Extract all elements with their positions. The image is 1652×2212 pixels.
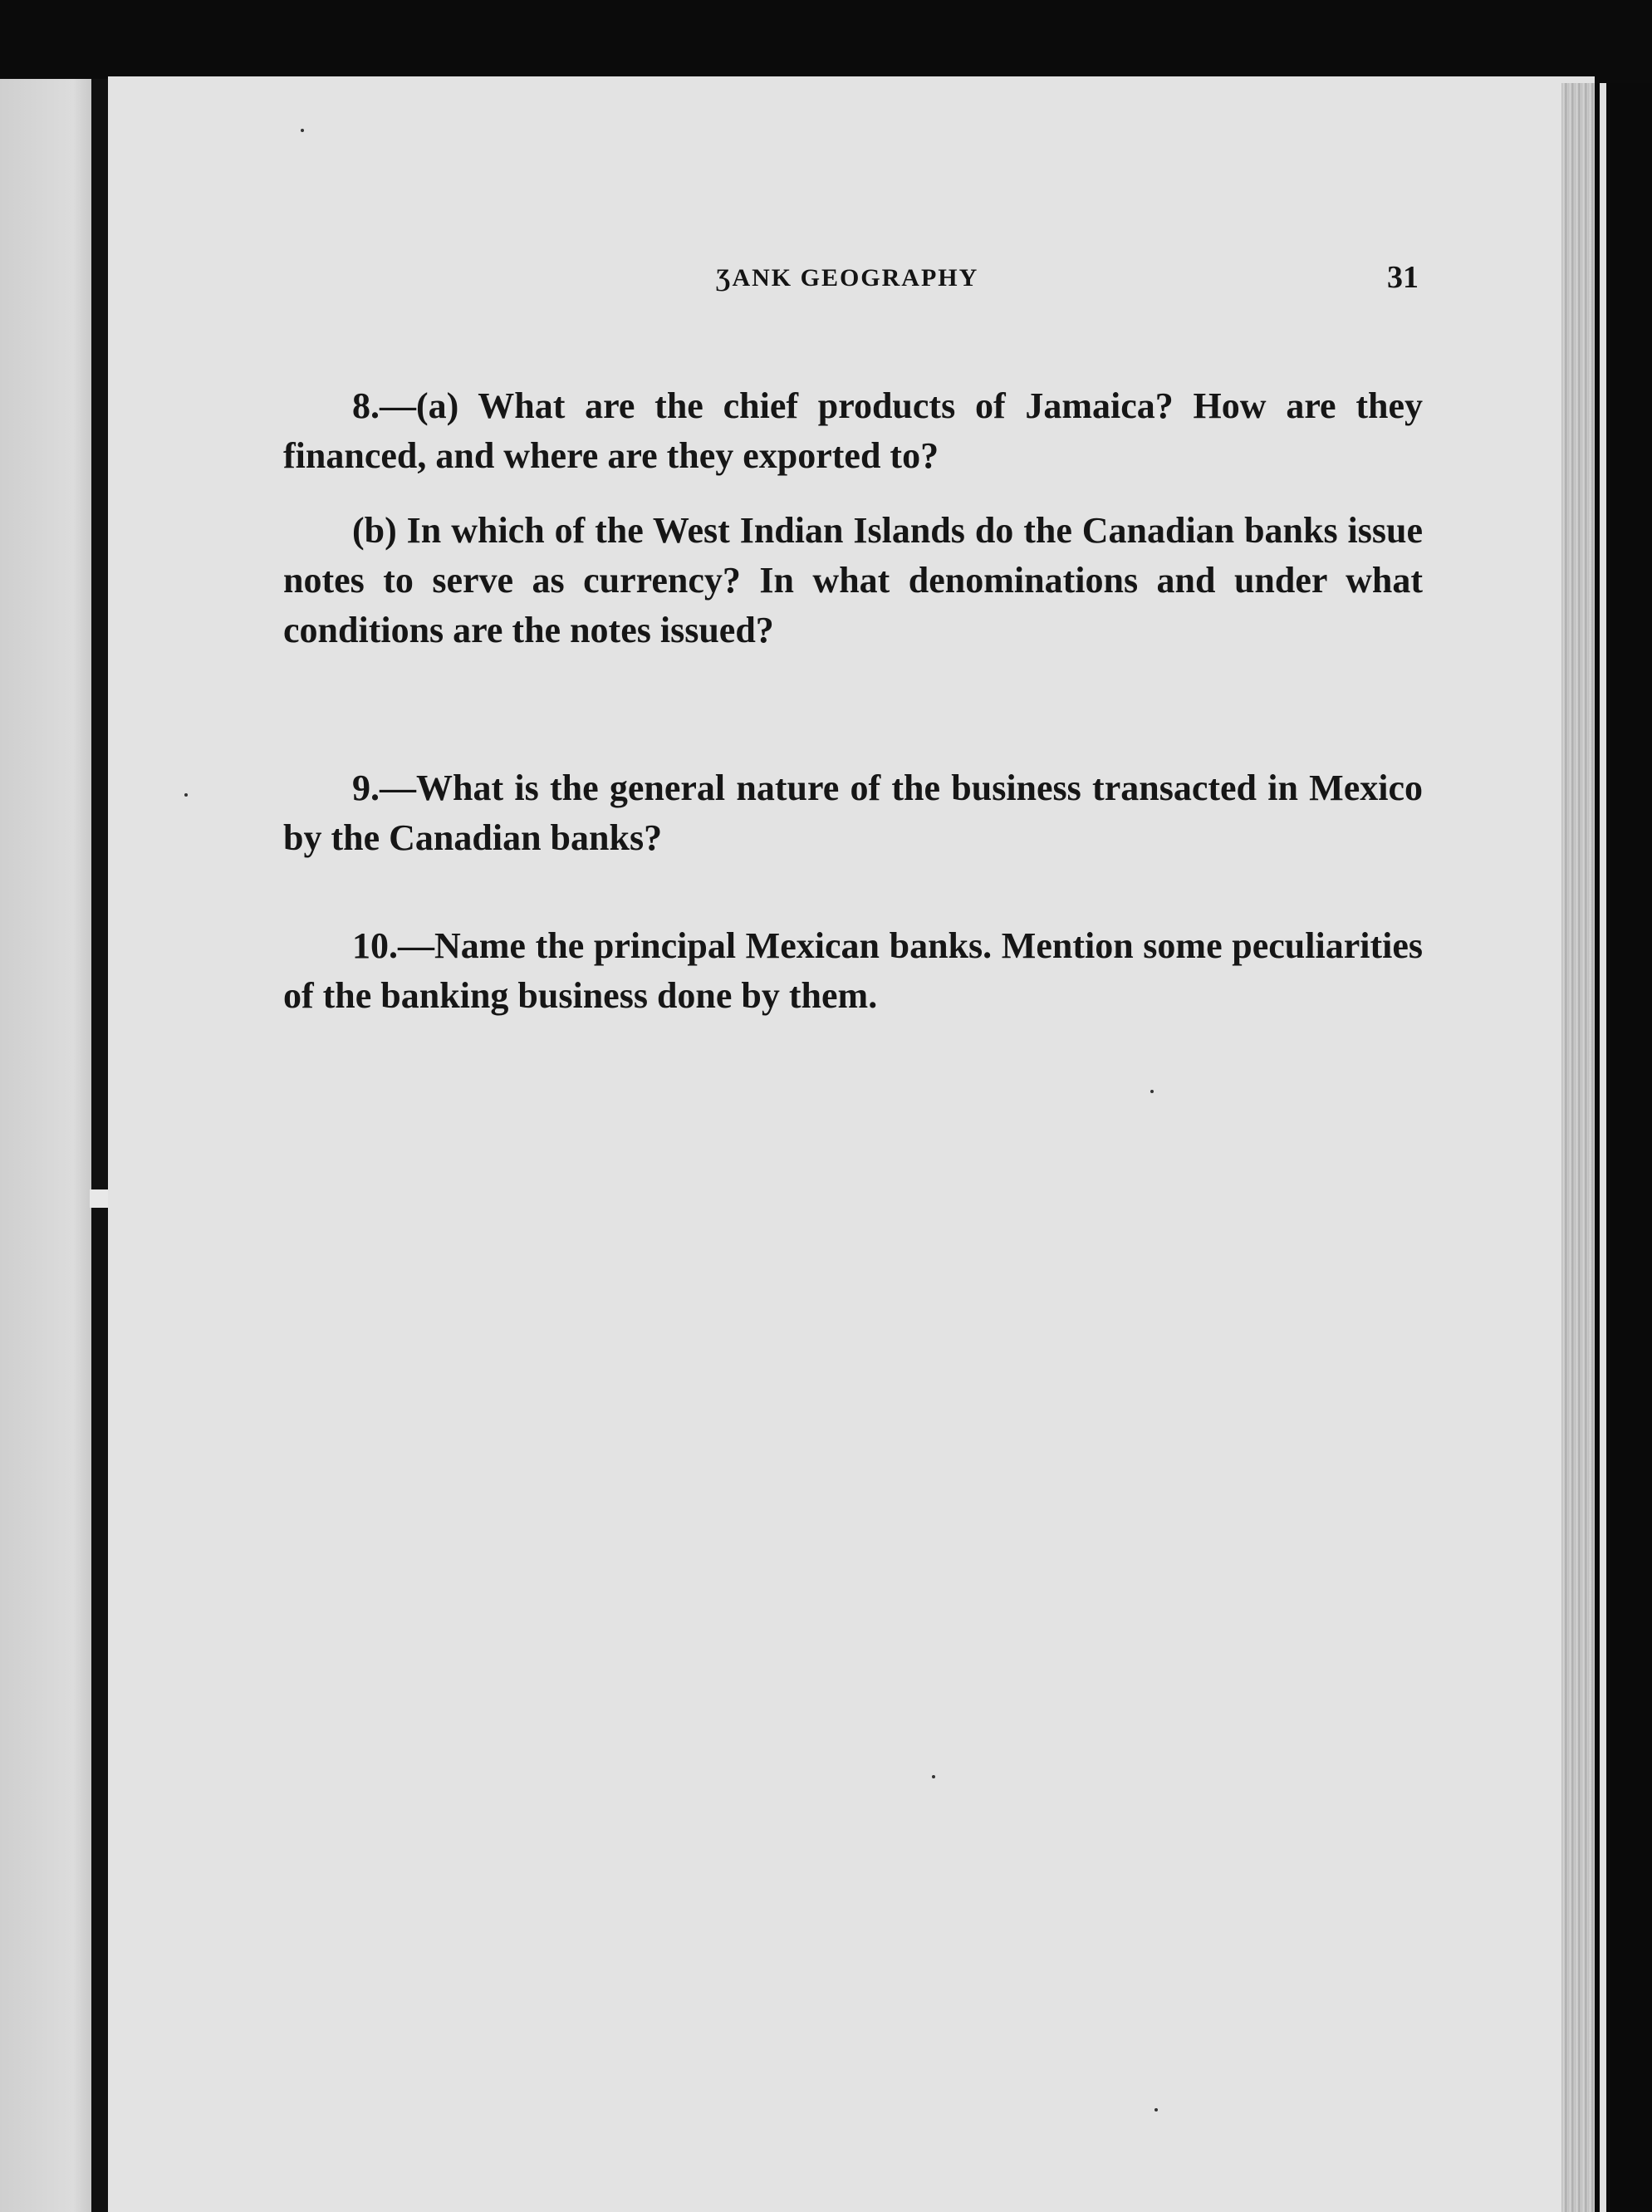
- question-9: 9.—What is the general nature of the business transacted in Mexico by the Canadian banks?: [283, 768, 1423, 858]
- page-edge-highlight: [1600, 83, 1606, 2212]
- binding-shadow: [91, 79, 108, 2212]
- question-8a: 8.—(a) What are the chief products of Jamaica? How are they financed, and where are they exported to?: [283, 385, 1423, 476]
- page-number: 31: [1387, 260, 1419, 295]
- scan-border-top: [0, 0, 1652, 83]
- page-stack-edge: [1561, 83, 1595, 2212]
- scan-speck: [932, 1775, 935, 1778]
- question-8b: (b) In which of the West Indian Islands do the Canadian banks issue notes to serve as currency? In what denominations and under what conditions are the notes issued?: [283, 510, 1423, 650]
- scan-speck: [1150, 1090, 1154, 1093]
- scan-speck: [1154, 2108, 1158, 2111]
- facing-page-edge: [0, 79, 91, 2212]
- question-10: 10.—Name the principal Mexican banks. Mention some peculiarities of the banking business done by them.: [283, 925, 1423, 1016]
- scan-speck: [301, 129, 304, 132]
- running-head: ƷANK GEOGRAPHY: [716, 264, 979, 292]
- scan-speck: [184, 793, 188, 797]
